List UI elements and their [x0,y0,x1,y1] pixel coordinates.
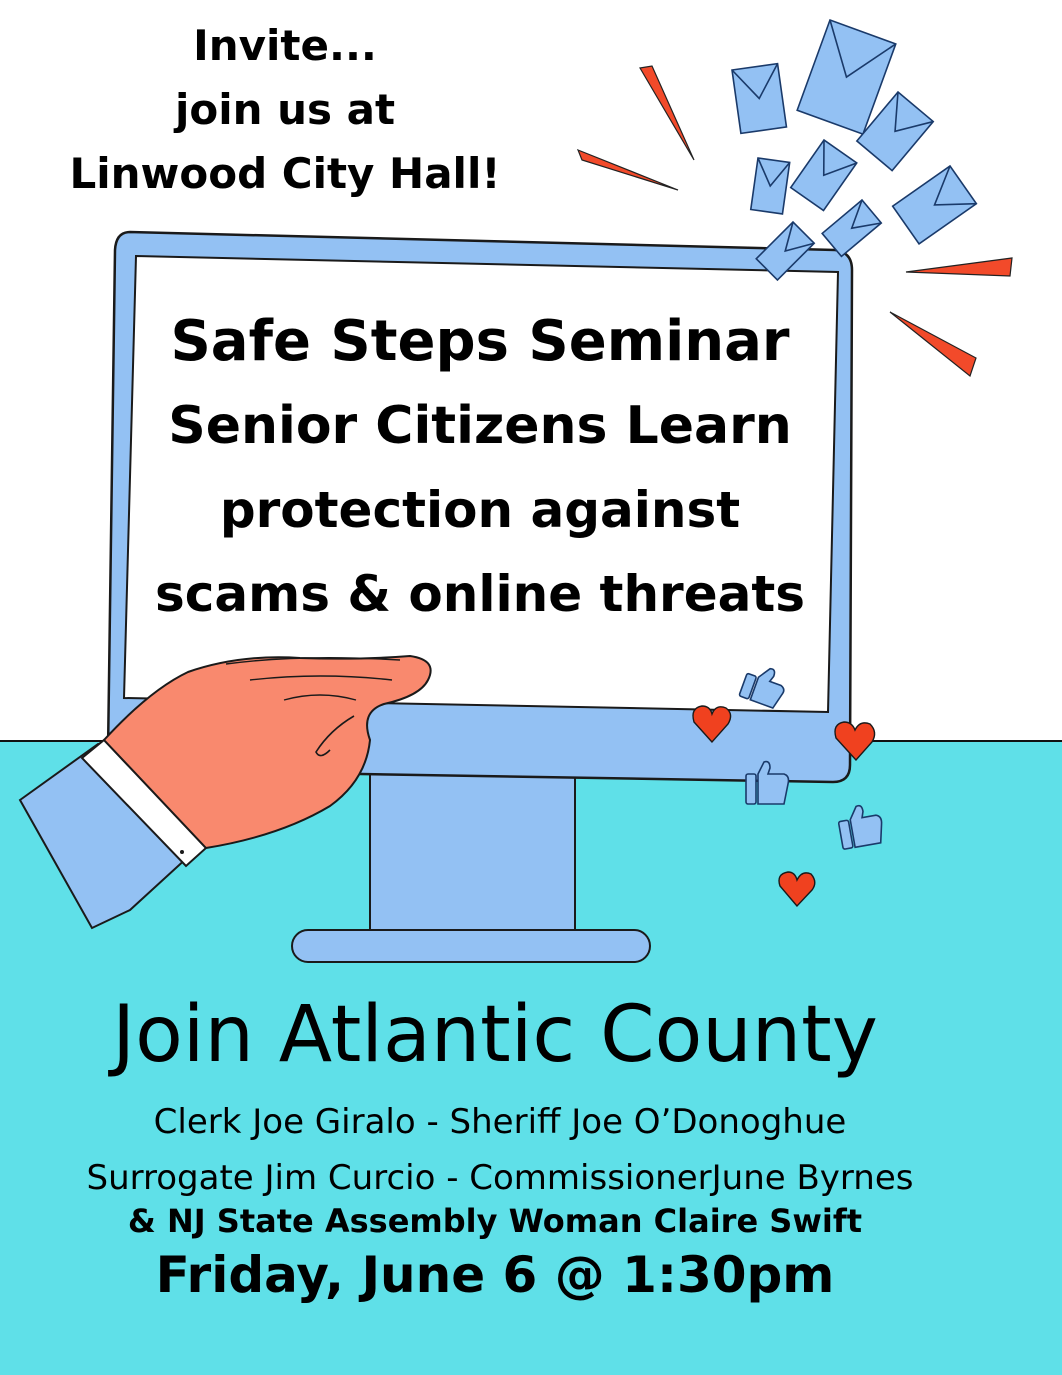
seminar-title: Safe Steps Seminar [170,309,790,374]
invite-block [40,14,530,206]
screen-text [130,300,830,636]
officials-list [0,1094,1000,1206]
officials-line: Clerk Joe Giralo - Sheriff Joe O’Donoghue [153,1102,847,1142]
envelope-icon [791,140,857,210]
location-line: Linwood City Hall! [69,149,501,198]
envelope-icon [822,200,881,256]
envelope-icon [893,166,977,244]
invite-line: Invite... [193,21,377,70]
envelope-icon [751,158,790,214]
join-heading: Join Atlantic County [112,990,878,1080]
heart-icon [779,872,815,906]
officials-line: Surrogate Jim Curcio - CommissionerJune Byrnes [86,1158,914,1198]
monitor-stand [292,770,650,962]
seminar-line: scams & online threats [154,565,806,623]
thumbs-up-icon [836,802,885,849]
assembly-line: & NJ State Assembly Woman Claire Swift [127,1202,863,1240]
envelope-icon [732,64,786,134]
seminar-subtitle: Senior Citizens Learn [168,396,792,456]
envelope-icons [732,20,976,280]
seminar-line: protection against [219,481,741,539]
invite-line: join us at [174,85,396,134]
event-date: Friday, June 6 @ 1:30pm [155,1246,835,1304]
